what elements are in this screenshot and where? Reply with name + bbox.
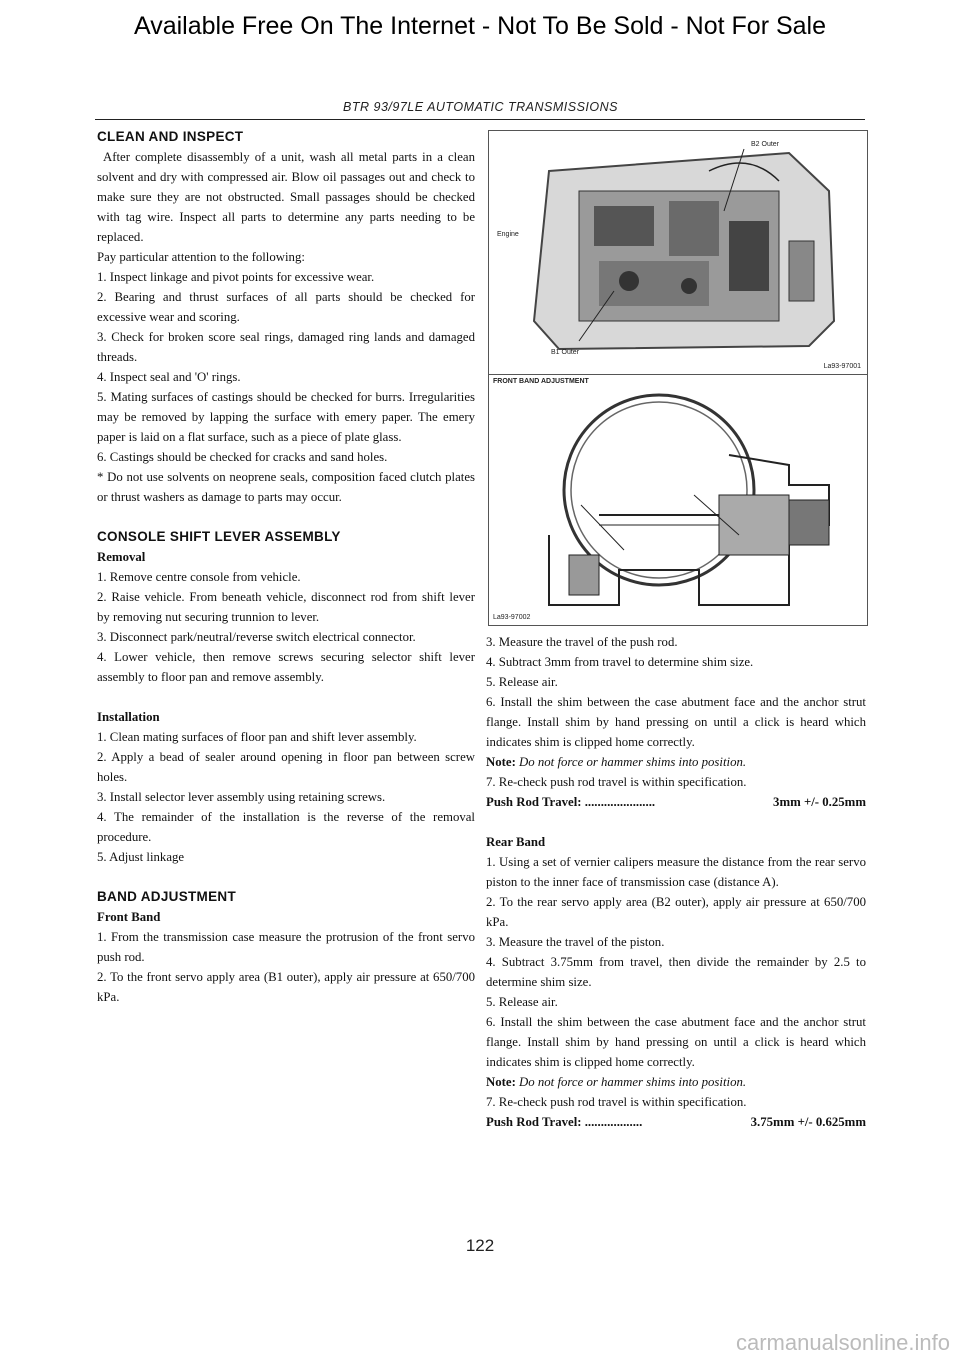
front-band-diagram (489, 375, 867, 625)
rear-band-step: 2. To the rear servo apply area (B2 outer), apply air pressure at 650/700 kPa. (486, 895, 866, 929)
installation-subheading: Installation (97, 710, 160, 724)
rear-band-step: 7. Re-check push rod travel is within specification. (486, 1095, 747, 1109)
removal-step: 3. Disconnect park/neutral/reverse switch electrical connector. (97, 630, 416, 644)
clean-item: 3. Check for broken score seal rings, damaged ring lands and damaged threads. (97, 330, 475, 364)
note-text: Do not force or hammer shims into position. (519, 1075, 747, 1089)
rear-band-step: 3. Measure the travel of the piston. (486, 935, 665, 949)
clean-intro: After complete disassembly of a unit, wash all metal parts in a clean solvent and dry with compressed air. Blow oil passages out and check to make sure they are not obstructed. Small passages should be checked with tag wire. Inspect all parts to determine any parts needing to be replaced. (97, 150, 475, 244)
fig1-label-b1-outer: B1 Outer (551, 349, 580, 356)
front-band-step: 5. Release air. (486, 675, 558, 689)
header-rule (95, 119, 865, 120)
front-band-step: 3. Measure the travel of the push rod. (486, 635, 678, 649)
rear-band-step: 1. Using a set of vernier calipers measure the distance from the rear servo piston to the inner face of transmission case (distance A). (486, 855, 866, 889)
clean-attention: Pay particular attention to the following: (97, 250, 305, 264)
front-push-rod-travel (486, 792, 866, 812)
band-adjustment-heading: BAND ADJUSTMENT (97, 889, 236, 904)
removal-step: 1. Remove centre console from vehicle. (97, 570, 301, 584)
rear-band-step: 5. Release air. (486, 995, 558, 1009)
removal-step: 2. Raise vehicle. From beneath vehicle, disconnect rod from shift lever by removing nut securing trunnion to lever. (97, 590, 475, 624)
travel-label: Push Rod Travel: .................. (486, 1115, 643, 1129)
removal-subheading: Removal (97, 550, 146, 564)
fig1-label-b2-outer: B2 Outer (751, 141, 780, 148)
front-band-figure (488, 374, 868, 626)
rear-band-step: 6. Install the shim between the case abutment face and the anchor strut flange. Install shim by hand pressing on until a click is heard which indicates shim is clipped home correctly. (486, 1015, 866, 1069)
clean-item: 1. Inspect linkage and pivot points for excessive wear. (97, 270, 375, 284)
travel-label: Push Rod Travel: ...................... (486, 795, 656, 809)
valve-body-illustration (489, 131, 867, 374)
fig1-id: La93-97001 (823, 363, 861, 370)
front-band-step: 4. Subtract 3mm from travel to determine shim size. (486, 655, 754, 669)
clean-item: 5. Mating surfaces of castings should be checked for burrs. Irregularities may be removed by lapping the surface with emery paper. The emery paper is laid on a flat surface, such as a piece of plate glass. (97, 390, 475, 444)
front-band-step: 1. From the transmission case measure the protrusion of the front servo push rod. (97, 930, 475, 964)
clean-caution: * Do not use solvents on neoprene seals, composition faced clutch plates or thrust washers as damage to parts may occur. (97, 470, 475, 504)
fig1-label-engine: Engine (497, 231, 519, 238)
rear-push-rod-travel (486, 1112, 866, 1132)
fig2-title: FRONT BAND ADJUSTMENT (493, 378, 589, 385)
front-band-step: 7. Re-check push rod travel is within specification. (486, 775, 747, 789)
note-label: Note: (486, 755, 516, 769)
install-step: 3. Install selector lever assembly using retaining screws. (97, 790, 386, 804)
valve-body-figure (488, 130, 868, 375)
site-footer-watermark: carmanualsonline.info (735, 1330, 950, 1355)
watermark-banner: Available Free On The Internet - Not To Be Sold - Not For Sale (133, 12, 827, 40)
install-step: 4. The remainder of the installation is the reverse of the removal procedure. (97, 810, 475, 844)
travel-value: 3.75mm +/- 0.625mm (750, 1115, 866, 1129)
clean-item: 6. Castings should be checked for cracks and sand holes. (97, 450, 388, 464)
running-header: BTR 93/97LE AUTOMATIC TRANSMISSIONS (343, 100, 618, 114)
front-band-note (486, 752, 866, 772)
clean-item: 4. Inspect seal and 'O' rings. (97, 370, 241, 384)
rear-band-note (486, 1072, 866, 1092)
left-column (97, 127, 475, 1007)
fig2-id: La93-97002 (493, 614, 531, 621)
front-band-step: 6. Install the shim between the case abutment face and the anchor strut flange. Install shim by hand pressing on until a click is heard which indicates shim is clipped home correctly. (486, 695, 866, 749)
note-text: Do not force or hammer shims into position. (519, 755, 747, 769)
clean-inspect-heading: CLEAN AND INSPECT (97, 129, 244, 144)
rear-band-step: 4. Subtract 3.75mm from travel, then divide the remainder by 2.5 to determine shim size. (486, 955, 866, 989)
console-heading: CONSOLE SHIFT LEVER ASSEMBLY (97, 529, 341, 544)
page-number: 122 (465, 1236, 495, 1255)
travel-value: 3mm +/- 0.25mm (773, 795, 866, 809)
install-step: 2. Apply a bead of sealer around opening in floor pan between screw holes. (97, 750, 475, 784)
install-step: 1. Clean mating surfaces of floor pan and shift lever assembly. (97, 730, 417, 744)
rear-band-subheading: Rear Band (486, 835, 546, 849)
install-step: 5. Adjust linkage (97, 850, 185, 864)
note-label: Note: (486, 1075, 516, 1089)
right-column (486, 632, 866, 1132)
removal-step: 4. Lower vehicle, then remove screws securing selector shift lever assembly to floor pan and remove assembly. (97, 650, 475, 684)
front-band-subheading: Front Band (97, 910, 161, 924)
clean-item: 2. Bearing and thrust surfaces of all parts should be checked for excessive wear and scoring. (97, 290, 475, 324)
front-band-step: 2. To the front servo apply area (B1 outer), apply air pressure at 650/700 kPa. (97, 970, 475, 1004)
